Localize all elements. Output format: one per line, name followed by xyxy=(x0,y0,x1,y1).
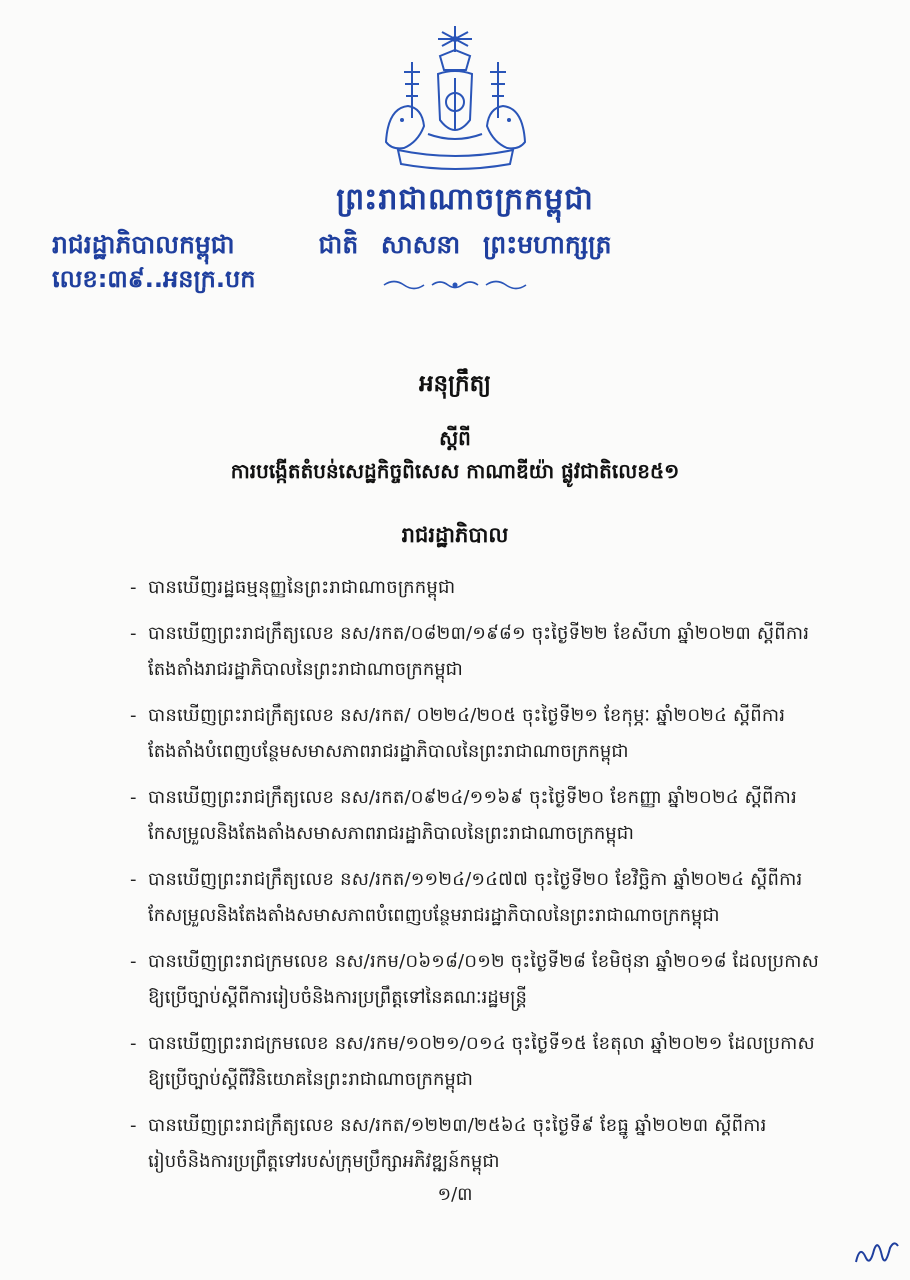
kingdom-name: ព្រះរាជាណាចក្រកម្ពុជា xyxy=(336,182,594,217)
reference-line: បានឃើញរដ្ឋធម្មនុញ្ញនៃព្រះរាជាណាចក្រកម្ពុជា xyxy=(148,577,456,598)
reference-line: បានឃើញព្រះរាជក្រមលេខ នស/រកម/០៦១៨/០១២ ចុះថ្ងៃទី២៨ ខែមិថុនា ឆ្នាំ២០១៨ ដែលប្រកាស xyxy=(148,951,819,972)
document-subject: ការបង្កើតតំបន់សេដ្ឋកិច្ចពិសេស កាណាឌីយ៉ា ផ្លូវជាតិលេខ៥១ xyxy=(230,459,680,483)
reference-line: បានឃើញព្រះរាជក្រឹត្យលេខ នស/រកត/១២២៣/២៥៦៤ ចុះថ្ងៃទី៩ ខែធ្នូ ឆ្នាំ២០២៣ ស្ដីពីការ xyxy=(148,1115,767,1136)
list-dash: - xyxy=(130,623,137,644)
national-motto: ជាតិ សាសនា ព្រះមហាក្សត្រ xyxy=(318,230,612,259)
reference-number: លេខ:៣៩..អនក្រ.បក xyxy=(52,265,256,293)
list-item xyxy=(130,1108,820,1180)
reference-line: តែងតាំងបំពេញបន្ថែមសមាសភាពរាជរដ្ឋាភិបាលនៃព្រះរាជាណាចក្រកម្ពុជា xyxy=(148,741,629,762)
reference-line: បានឃើញព្រះរាជក្រឹត្យលេខ នស/រកត/ ០២២៤/២០៥ ចុះថ្ងៃទី២១ ខែកុម្ភៈ ឆ្នាំ២០២៤ ស្ដីពីការ xyxy=(148,705,786,726)
list-item xyxy=(130,570,820,606)
list-item xyxy=(130,698,820,770)
reference-line: តែងតាំងរាជរដ្ឋាភិបាលនៃព្រះរាជាណាចក្រកម្ពុជា xyxy=(148,659,463,680)
decorative-divider-icon xyxy=(380,276,530,294)
reference-line: បានឃើញព្រះរាជក្រឹត្យលេខ នស/រកត/១១២៤/១៤៧៧ ចុះថ្ងៃទី២០ ខែវិច្ឆិកា ឆ្នាំ២០២៤ ស្ដីពីការ xyxy=(148,869,803,890)
royal-coat-of-arms-icon xyxy=(378,22,533,172)
list-item xyxy=(130,780,820,852)
list-dash: - xyxy=(130,577,137,598)
reference-line: ឱ្យប្រើច្បាប់ស្ដីពីវិនិយោគនៃព្រះរាជាណាចក្រកម្ពុជា xyxy=(148,1069,473,1090)
reference-line: បានឃើញព្រះរាជក្រឹត្យលេខ នស/រកត/០៩២៤/១១៦៩ ចុះថ្ងៃទី២០ ខែកញ្ញា ឆ្នាំ២០២៤ ស្ដីពីការ xyxy=(148,787,797,808)
list-dash: - xyxy=(130,951,137,972)
list-item xyxy=(130,862,820,934)
list-item xyxy=(130,1026,820,1098)
issuing-authority: រាជរដ្ឋាភិបាល xyxy=(401,523,509,547)
reference-line: រៀបចំនិងការប្រព្រឹត្តទៅរបស់ក្រុមប្រឹក្សាអភិវឌ្ឍន៍កម្ពុជា xyxy=(148,1151,500,1172)
legal-references-list xyxy=(130,570,820,1190)
reference-line: ឱ្យប្រើច្បាប់ស្ដីពីការរៀបចំនិងការប្រព្រឹត្តទៅនៃគណៈរដ្ឋមន្ត្រី xyxy=(148,987,527,1008)
list-dash: - xyxy=(130,1115,137,1136)
reference-line: កែសម្រួលនិងតែងតាំងសមាសភាពបំពេញបន្ថែមរាជរដ្ឋាភិបាលនៃព្រះរាជាណាចក្រកម្ពុជា xyxy=(148,905,720,926)
reference-line: បានឃើញព្រះរាជក្រឹត្យលេខ នស/រកត/០៨២៣/១៩៨១ ចុះថ្ងៃទី២២ ខែសីហា ឆ្នាំ២០២៣ ស្ដីពីការ xyxy=(148,623,810,644)
issuing-government: រាជរដ្ឋាភិបាលកម្ពុជា xyxy=(52,230,235,259)
reference-line: កែសម្រួលនិងតែងតាំងសមាសភាពរាជរដ្ឋាភិបាលនៃព្រះរាជាណាចក្រកម្ពុជា xyxy=(148,823,634,844)
reference-line: បានឃើញព្រះរាជក្រមលេខ នស/រកម/១០២១/០១៤ ចុះថ្ងៃទី១៥ ខែតុលា ឆ្នាំ២០២១ ដែលប្រកាស xyxy=(148,1033,815,1054)
about-label: ស្ដីពី xyxy=(439,426,471,450)
list-dash: - xyxy=(130,1033,137,1054)
list-dash: - xyxy=(130,705,137,726)
handwritten-initials-icon xyxy=(852,1236,902,1272)
page-number: ១/៣ xyxy=(437,1184,473,1205)
document-type: អនុក្រឹត្យ xyxy=(418,371,492,397)
list-item xyxy=(130,944,820,1016)
list-dash: - xyxy=(130,787,137,808)
list-dash: - xyxy=(130,869,137,890)
list-item xyxy=(130,616,820,688)
